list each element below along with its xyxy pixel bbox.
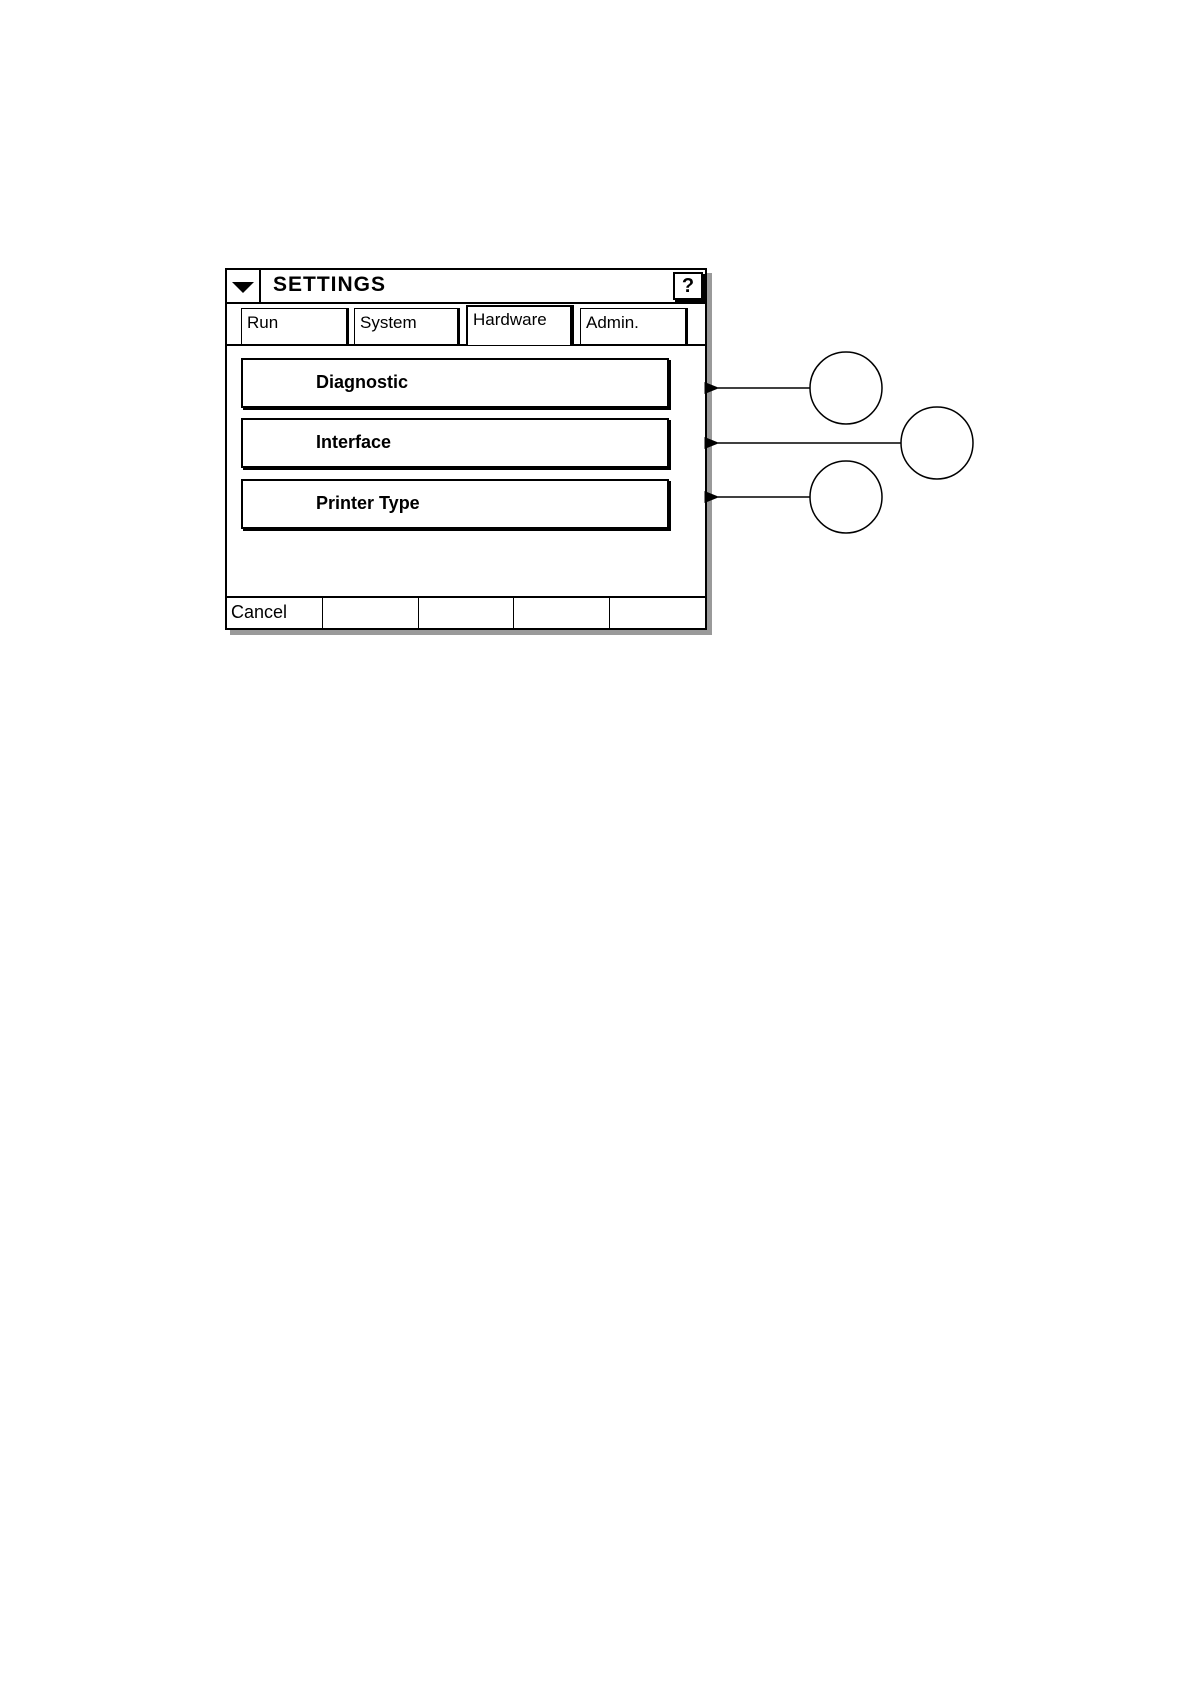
interface-button[interactable]: Interface xyxy=(241,418,669,468)
cancel-softkey[interactable]: Cancel xyxy=(227,598,323,628)
tab-run[interactable]: Run xyxy=(241,308,347,344)
callout-circle xyxy=(810,352,882,424)
tab-admin[interactable]: Admin. xyxy=(580,308,686,344)
callout-circle xyxy=(901,407,973,479)
window-title: SETTINGS xyxy=(273,273,387,296)
tab-hardware[interactable]: Hardware xyxy=(466,305,572,345)
callout-diagnostic xyxy=(718,352,882,424)
callout-printer-type xyxy=(718,461,882,533)
help-button[interactable]: ? xyxy=(673,272,703,300)
printer-type-button[interactable]: Printer Type xyxy=(241,479,669,529)
callout-circle xyxy=(810,461,882,533)
diagnostic-button[interactable]: Diagnostic xyxy=(241,358,669,408)
tab-system[interactable]: System xyxy=(354,308,458,344)
